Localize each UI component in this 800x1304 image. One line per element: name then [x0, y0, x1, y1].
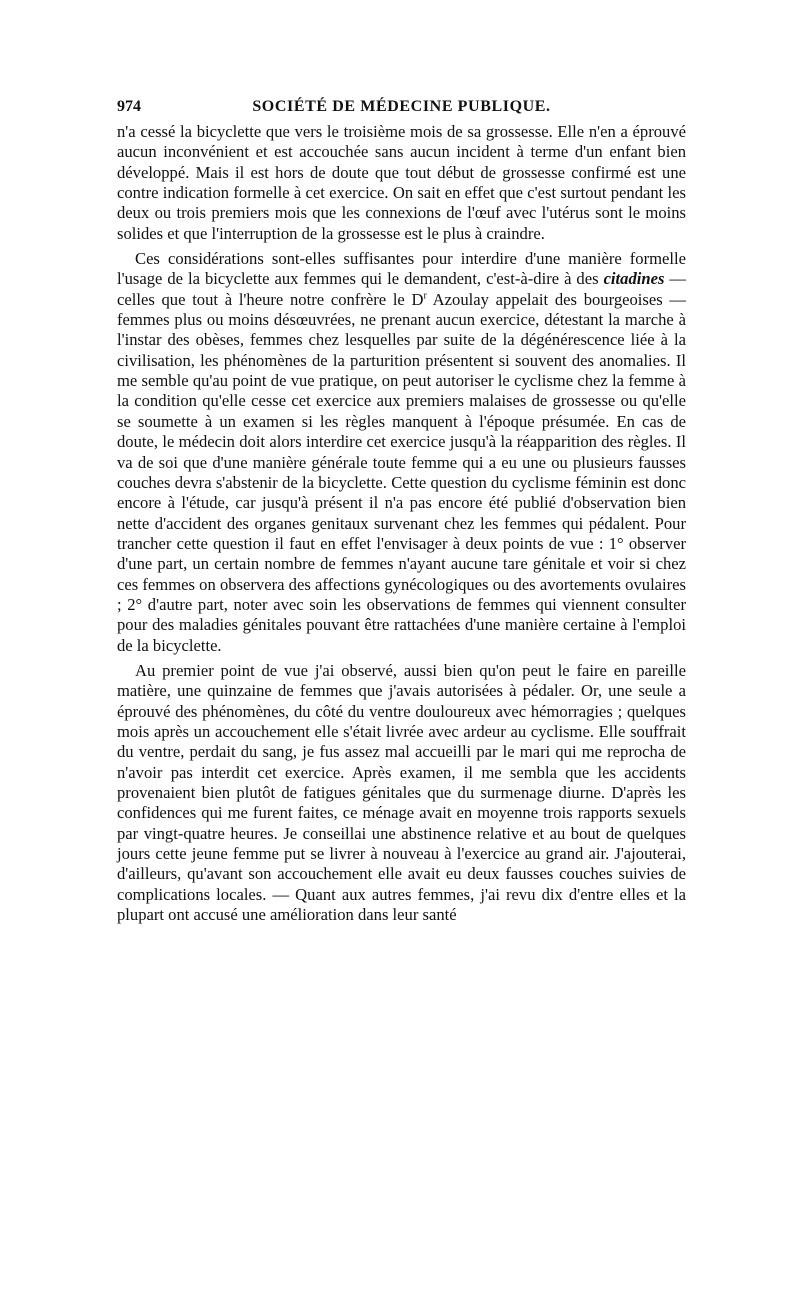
running-head	[117, 92, 686, 122]
paragraph-2-part-2: — celles que tout à l'heure notre confrère le D	[117, 269, 686, 309]
paragraph-2-part-3: Azoulay appelait des bourgeoises — femmes plus ou moins désœuvrées, ne prenant aucun exercice, détestant la marche à l'instar des obèses, femmes chez lesquelles par suite de la dégénérescence liée à la civilisation, les phénomènes de la parturition présentent si souvent des anomalies. Il me semble qu'au point de vue pratique, on peut autoriser le cyclisme chez la femme à la condition qu'elle cesse cet exercice aux premiers malaises de grossesse ou qu'elle se soumette à un examen si les règles manquent à l'époque présumée. En cas de doute, le médecin doit alors interdire cet exercice jusqu'à la réapparition des règles. Il va de soi que d'une manière générale toute femme qui a eu une ou plusieurs fausses couches devra s'abstenir de la bicyclette. Cette question du cyclisme féminin est donc encore à l'étude, car jusqu'à présent il n'a pas encore été publié d'observation bien nette d'accident des organes genitaux survenant chez les femmes qui pédalent. Pour trancher cette question il faut en effet l'envisager à deux points de vue : 1° observer d'une part, un certain nombre de femmes n'ayant aucune tare génitale et voir si chez ces femmes on observera des affections gynécologiques ou des avortements ovulaires ; 2° d'autre part, noter avec soin les observations de femmes qui viennent consulter pour des maladies génitales pouvant être rattachées d'une manière certaine à l'emploi de la bicyclette.	[117, 289, 686, 655]
paragraph-2-part-1: Ces considérations sont-elles suffisantes pour interdire d'une manière formelle l'usage de la bicyclette aux femmes qui le demandent, c'est-à-dire à des	[117, 249, 686, 289]
running-title: SOCIÉTÉ DE MÉDECINE PUBLIQUE.	[252, 98, 551, 115]
page-number: 974	[117, 98, 141, 115]
paragraph-3: Au premier point de vue j'ai observé, aussi bien qu'on peut le faire en pareille matière, une quinzaine de femmes que j'avais autorisées à pédaler. Or, une seule a éprouvé des phénomènes, du côté du ventre douloureux avec hémorragies ; quelques mois après un accouchement elle s'était livrée avec ardeur au cyclisme. Elle souffrait du ventre, perdait du sang, je fus assez mal accueilli par le mari qui me reprocha de n'avoir pas interdit cet exercice. Après examen, il me sembla que les accidents provenaient bien plutôt de fatigues génitales que du surmenage diurne. D'après les confidences qui me furent faites, ce ménage avait en moyenne trois rapports sexuels par vingt-quatre heures. Je conseillai une abstinence relative et au bout de quelques jours cette jeune femme put se livrer à nouveau à l'exercice au grand air. J'ajouterai, d'ailleurs, qu'avant son accouchement elle avait eu deux fausses couches suivies de complications locales. — Quant aux autres femmes, j'ai revu dix d'entre elles et la plupart ont accusé une amélioration dans leur santé	[117, 660, 686, 925]
body-text	[117, 122, 686, 925]
paragraph-2	[117, 249, 686, 656]
paragraph-1: n'a cessé la bicyclette que vers le troisième mois de sa grossesse. Elle n'en a éprouvé aucun inconvénient et est accouchée sans aucun incident à terme d'un enfant bien développé. Mais il est hors de doute que tout début de grossesse confirmé est une contre indication formelle à cet exercice. On sait en effet que c'est surtout pendant les deux ou trois premiers mois que les connexions de l'œuf avec l'utérus sont le moins solides et que l'interruption de la grossesse est le plus à craindre.	[117, 122, 686, 243]
superscript-r: r	[423, 290, 427, 302]
italic-term-citadines: citadines	[603, 269, 665, 289]
page	[117, 92, 686, 925]
